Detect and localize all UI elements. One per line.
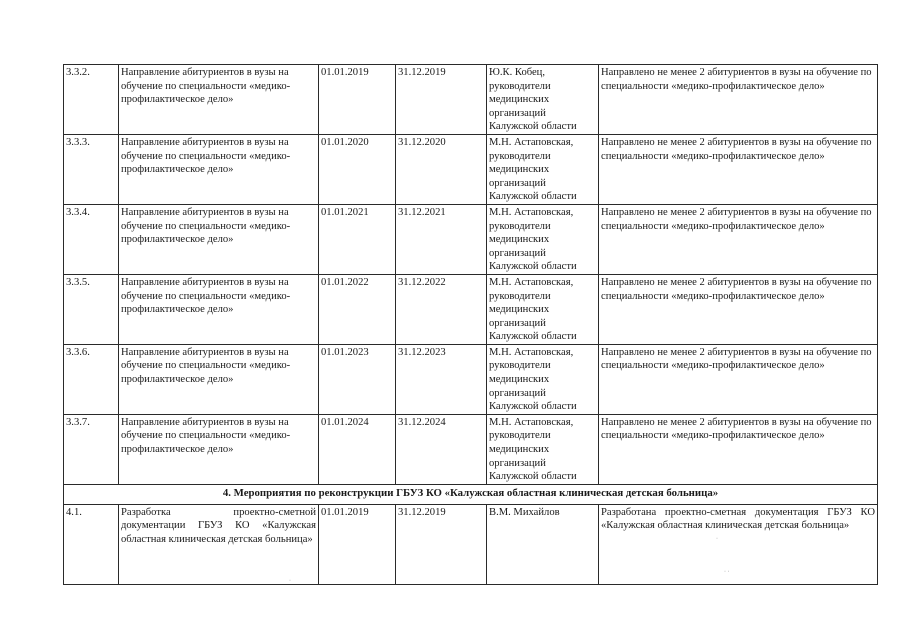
- table-row: [64, 414, 878, 484]
- expected-result: Направлено не менее 2 абитуриентов в вузы на обучение по специальности «медико-профилактическое дело»: [599, 274, 878, 344]
- scan-speck: ·: [289, 578, 291, 584]
- end-date: 31.12.2022: [396, 274, 487, 344]
- start-date: 01.01.2022: [319, 274, 396, 344]
- item-number: 3.3.5.: [64, 274, 119, 344]
- measures-table: [63, 64, 878, 585]
- start-date: 01.01.2024: [319, 414, 396, 484]
- expected-result: Разработана проектно-сметная документация ГБУЗ КО «Калужская областная клиническая детская больница»: [599, 504, 878, 584]
- expected-result: Направлено не менее 2 абитуриентов в вузы на обучение по специальности «медико-профилактическое дело»: [599, 134, 878, 204]
- responsible: В.М. Михайлов: [487, 504, 599, 584]
- start-date: 01.01.2019: [319, 504, 396, 584]
- end-date: 31.12.2023: [396, 344, 487, 414]
- table-row: [64, 65, 878, 135]
- scan-speck: ·: [716, 536, 718, 542]
- end-date: 31.12.2020: [396, 134, 487, 204]
- section-title: 4. Мероприятия по реконструкции ГБУЗ КО «Калужская областная клиническая детская больница»: [64, 484, 878, 504]
- start-date: 01.01.2019: [319, 65, 396, 135]
- table-row: [64, 134, 878, 204]
- item-number: 3.3.7.: [64, 414, 119, 484]
- start-date: 01.01.2021: [319, 204, 396, 274]
- item-name: Направление абитуриентов в вузы на обучение по специальности «медико-профилактическое дело»: [119, 344, 319, 414]
- responsible: Ю.К. Кобец, руководители медицинских организаций Калужской области: [487, 65, 599, 135]
- end-date: 31.12.2019: [396, 65, 487, 135]
- responsible: М.Н. Астаповская, руководители медицинских организаций Калужской области: [487, 344, 599, 414]
- expected-result: Направлено не менее 2 абитуриентов в вузы на обучение по специальности «медико-профилактическое дело»: [599, 65, 878, 135]
- start-date: 01.01.2020: [319, 134, 396, 204]
- expected-result: Направлено не менее 2 абитуриентов в вузы на обучение по специальности «медико-профилактическое дело»: [599, 204, 878, 274]
- table-row: [64, 504, 878, 584]
- start-date: 01.01.2023: [319, 344, 396, 414]
- end-date: 31.12.2019: [396, 504, 487, 584]
- responsible: М.Н. Астаповская, руководители медицинских организаций Калужской области: [487, 134, 599, 204]
- item-name: Направление абитуриентов в вузы на обучение по специальности «медико-профилактическое дело»: [119, 274, 319, 344]
- item-name: Направление абитуриентов в вузы на обучение по специальности «медико-профилактическое дело»: [119, 65, 319, 135]
- item-number: 3.3.2.: [64, 65, 119, 135]
- end-date: 31.12.2021: [396, 204, 487, 274]
- item-number: 3.3.4.: [64, 204, 119, 274]
- end-date: 31.12.2024: [396, 414, 487, 484]
- responsible: М.Н. Астаповская, руководители медицинских организаций Калужской области: [487, 204, 599, 274]
- responsible: М.Н. Астаповская, руководители медицинских организаций Калужской области: [487, 414, 599, 484]
- item-number: 3.3.3.: [64, 134, 119, 204]
- scan-speck: · ·: [724, 569, 730, 575]
- item-name: Направление абитуриентов в вузы на обучение по специальности «медико-профилактическое дело»: [119, 204, 319, 274]
- item-name: Направление абитуриентов в вузы на обучение по специальности «медико-профилактическое дело»: [119, 134, 319, 204]
- item-name: Направление абитуриентов в вузы на обучение по специальности «медико-профилактическое дело»: [119, 414, 319, 484]
- item-name: Разработка проектно-сметной документации ГБУЗ КО «Калужская областная клиническая детская больница»: [119, 504, 319, 584]
- table-row: [64, 204, 878, 274]
- table-row: [64, 274, 878, 344]
- item-number: 4.1.: [64, 504, 119, 584]
- table-row: [64, 344, 878, 414]
- expected-result: Направлено не менее 2 абитуриентов в вузы на обучение по специальности «медико-профилактическое дело»: [599, 344, 878, 414]
- item-number: 3.3.6.: [64, 344, 119, 414]
- responsible: М.Н. Астаповская, руководители медицинских организаций Калужской области: [487, 274, 599, 344]
- section-heading-row: [64, 484, 878, 504]
- expected-result: Направлено не менее 2 абитуриентов в вузы на обучение по специальности «медико-профилактическое дело»: [599, 414, 878, 484]
